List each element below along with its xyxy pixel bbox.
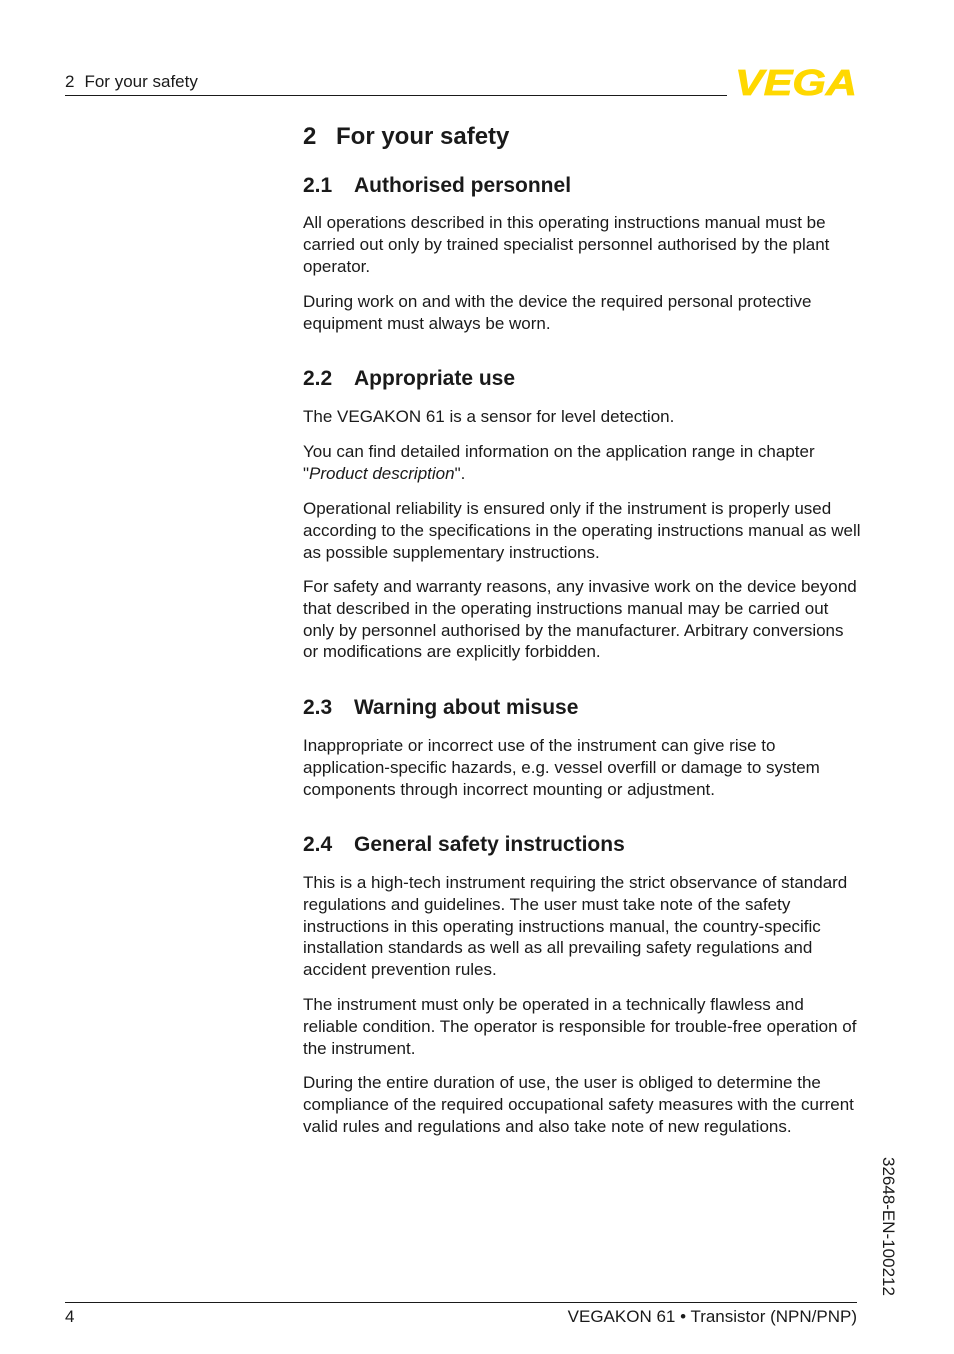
- subsection-heading-2-1: [303, 172, 571, 200]
- reference-suffix: ".: [454, 463, 466, 483]
- paragraph: This is a high-tech instrument requiring the strict observance of standard regulations and guidelines. The user must take note of the safety instructions in this operating instructions manual, the country-specific installation standards as well as all prevailing safety regulations and accident prevention rules.: [303, 873, 848, 980]
- subsection-number: 2.1: [303, 174, 333, 197]
- subsection-title: Authorised personnel: [354, 174, 572, 197]
- paragraph: The instrument must only be operated in a technically flawless and reliable condition. The operator is responsible for trouble-free operation of the instrument.: [303, 995, 857, 1058]
- vega-logo: [735, 66, 857, 98]
- paragraph: All operations described in this operating instructions manual must be carried out only by trained specialist personnel authorised by the plant operator.: [303, 213, 830, 276]
- paragraph: For safety and warranty reasons, any invasive work on the device beyond that described in the operating instructions manual may be carried out only by personnel authorised by the manufacturer. Arbitrary conversions or modifications are explicitly forbidden.: [303, 577, 857, 662]
- section-number: 2: [303, 123, 317, 150]
- paragraph: During the entire duration of use, the user is obliged to determine the compliance of the required occupational safety measures with the current valid rules and regulations and also take note of new regulations.: [303, 1073, 854, 1136]
- page-number: 4: [65, 1307, 75, 1326]
- subsection-heading-2-3: [303, 694, 578, 722]
- header-chapter-title: For your safety: [84, 72, 198, 91]
- paragraph: Operational reliability is ensured only if the instrument is properly used according to the specifications in the operating instructions manual as well as possible supplementary instructions.: [303, 499, 861, 562]
- paragraph: Inappropriate or incorrect use of the instrument can give rise to application-specific hazards, e.g. vessel overfill or damage to system components through incorrect mounting or adjustment.: [303, 736, 820, 799]
- subsection-heading-2-2: [303, 365, 515, 393]
- subsection-title: Warning about misuse: [354, 696, 579, 719]
- header-chapter-number: 2: [65, 72, 75, 91]
- header-divider: [65, 95, 727, 96]
- section-title: For your safety: [336, 123, 510, 150]
- section-heading: [303, 121, 509, 153]
- subsection-number: 2.4: [303, 833, 333, 856]
- footer-divider: [65, 1302, 857, 1303]
- paragraph-text: You can find detailed information on the application range in chapter ": [303, 442, 815, 483]
- paragraph: During work on and with the device the required personal protective equipment must always be worn.: [303, 292, 812, 333]
- subsection-heading-2-4: [303, 831, 625, 859]
- subsection-number: 2.2: [303, 367, 333, 390]
- chapter-reference: Product description: [309, 463, 455, 483]
- subsection-title: Appropriate use: [354, 367, 516, 390]
- paragraph: The VEGAKON 61 is a sensor for level detection.: [303, 407, 675, 426]
- running-header: [65, 71, 198, 93]
- subsection-number: 2.3: [303, 696, 333, 719]
- paragraph-with-reference: [303, 441, 863, 485]
- subsection-title: General safety instructions: [354, 833, 625, 856]
- svg-text:VEGA: VEGA: [735, 66, 857, 98]
- footer-document-title: VEGAKON 61 • Transistor (NPN/PNP): [567, 1307, 857, 1326]
- document-code: 32648-EN-100212: [879, 1157, 898, 1296]
